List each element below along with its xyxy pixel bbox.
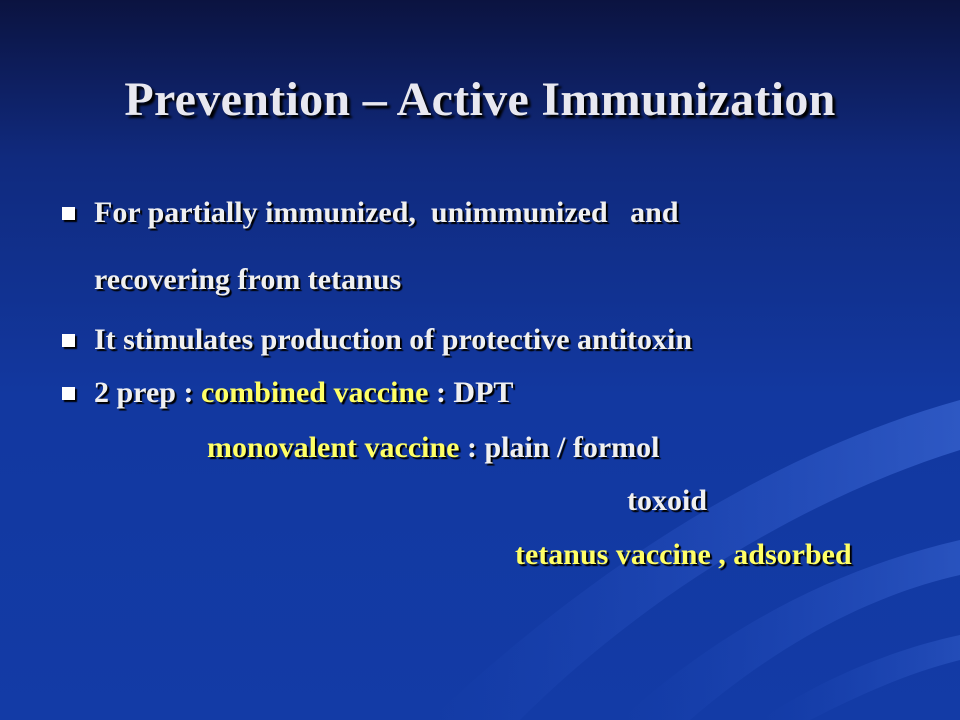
bullet-marker xyxy=(62,207,75,220)
monovalent-vaccine-label: monovalent vaccine xyxy=(207,431,460,464)
combined-vaccine-value: : DPT xyxy=(428,376,514,409)
prep-prefix: 2 prep : xyxy=(94,376,201,409)
bullet-3-line-1 xyxy=(94,373,513,413)
combined-vaccine-label: combined vaccine xyxy=(200,376,429,409)
bullet-marker xyxy=(62,387,75,400)
slide-title: Prevention – Active Immunization xyxy=(124,73,836,126)
bullet-1-line-2: recovering from tetanus xyxy=(94,263,402,296)
monovalent-vaccine-value: : plain / formol xyxy=(459,431,660,464)
bullet-1-line-1: For partially immunized, unimmunized and xyxy=(94,196,679,229)
adsorbed-vaccine-text: tetanus vaccine , adsorbed xyxy=(515,538,852,571)
bullet-marker xyxy=(62,334,75,347)
bullet-2-text: It stimulates production of protective antitoxin xyxy=(94,323,693,356)
bullet-3-line-2 xyxy=(207,428,659,468)
toxoid-text: toxoid xyxy=(627,484,708,517)
